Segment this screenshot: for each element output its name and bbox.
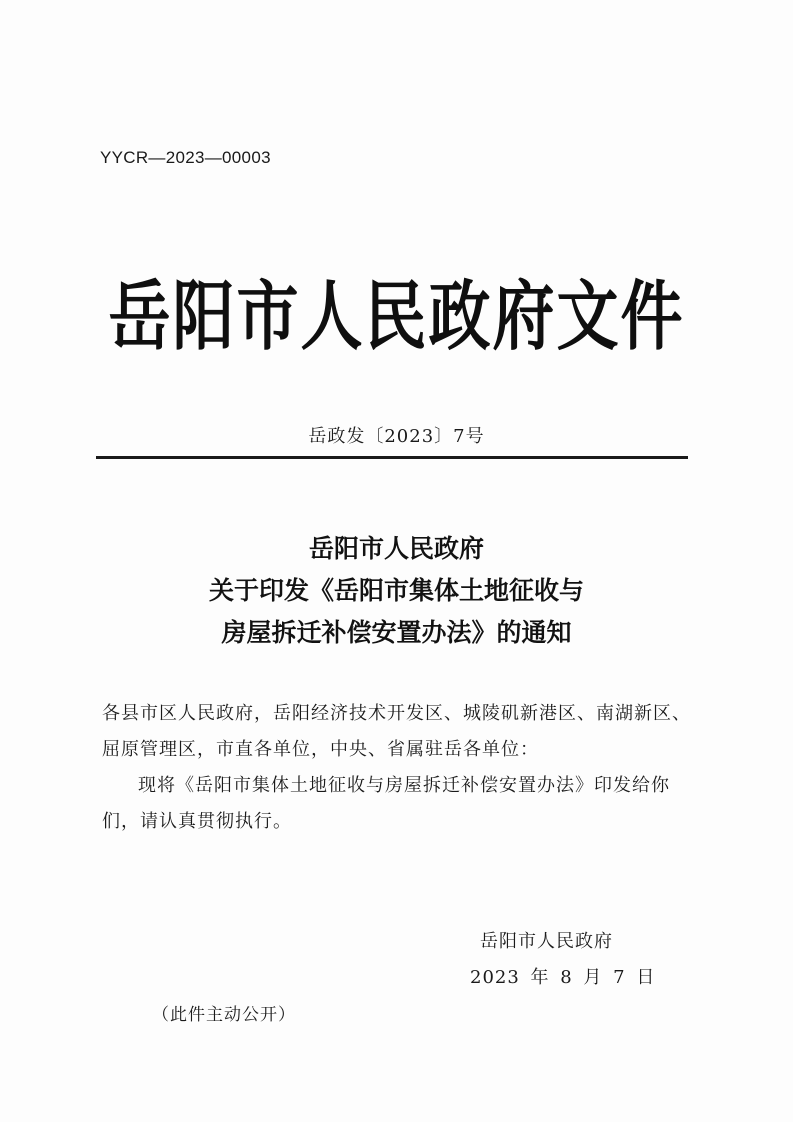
recipients-paragraph: 各县市区人民政府，岳阳经济技术开发区、城陵矶新港区、南湖新区、屈原管理区，市直各单位，中央、省属驻岳各单位： xyxy=(102,703,691,760)
issuer-title: 岳阳市人民政府文件 xyxy=(108,271,685,361)
document-code: YYCR—2023—00003 xyxy=(100,148,271,167)
notice-title-line: 关于印发《岳阳市集体土地征收与 xyxy=(208,576,584,605)
signature-block xyxy=(470,924,655,996)
disclosure-note: （此件主动公开） xyxy=(152,1005,296,1025)
document-number: 岳政发〔2023〕7号 xyxy=(308,426,485,447)
notice-body xyxy=(102,696,698,840)
signature-date: 2023 年 8 月 7 日 xyxy=(470,967,656,988)
content-paragraph: 现将《岳阳市集体土地征收与房屋拆迁补偿安置办法》印发给你们，请认真贯彻执行。 xyxy=(102,775,670,832)
notice-title xyxy=(0,528,793,654)
signature-org: 岳阳市人民政府 xyxy=(480,931,613,952)
notice-title-line: 房屋拆迁补偿安置办法》的通知 xyxy=(221,618,572,647)
notice-title-line: 岳阳市人民政府 xyxy=(308,534,484,563)
header-divider xyxy=(96,456,688,459)
